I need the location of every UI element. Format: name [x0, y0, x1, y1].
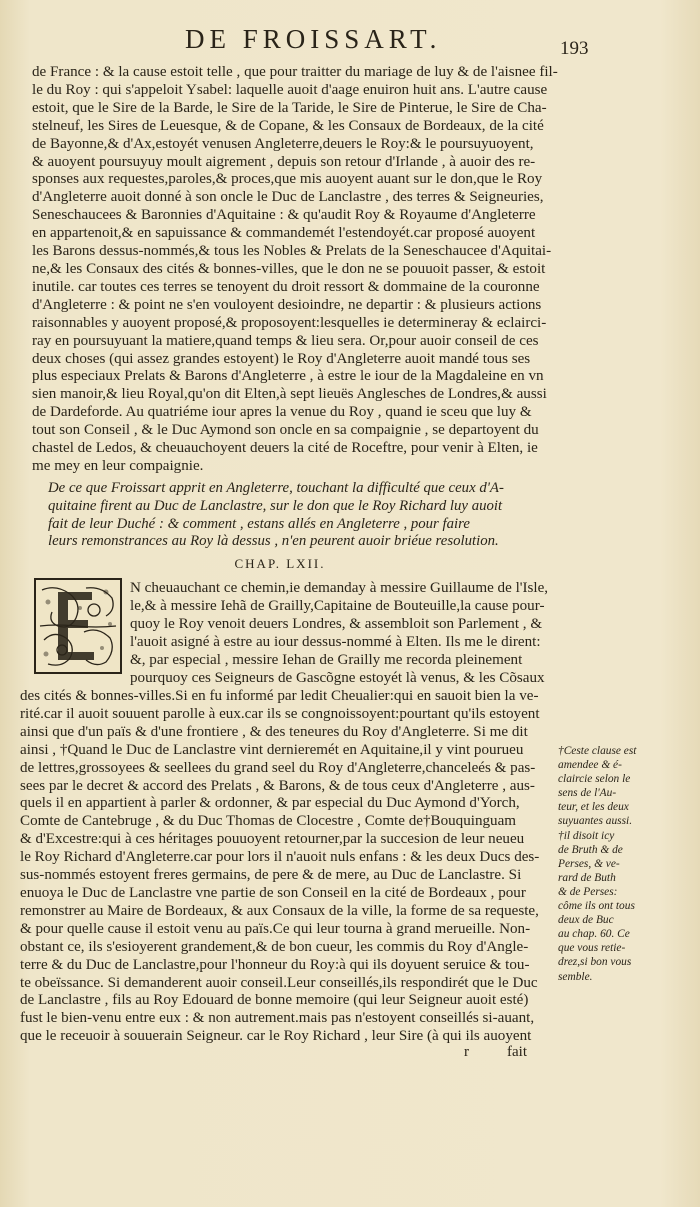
- text-line: raisonnables y auoyent proposé,& proposoyent:lesquelles ie determineray & eclairci-: [32, 314, 547, 331]
- text-line: que le receuoir à souuerain Seigneur. car le Roy Richard , leur Sire (à qui ils auoyent: [20, 1028, 532, 1045]
- margin-note-line: rard de Buth: [558, 871, 616, 884]
- margin-note-line: teur, et les deux: [558, 801, 629, 814]
- text-line: sees par le decret & accord des Prelats , & Barons, & de tous ceux d'Angleterre , aus-: [20, 777, 535, 794]
- catchword: fait: [507, 1044, 527, 1060]
- margin-note-line: claircie selon le: [558, 773, 631, 786]
- marginal-note: [558, 744, 670, 984]
- chapter-opening-text: [130, 580, 554, 687]
- text-line: remonstrer au Maire de Bordeaux, & aux Consaux de la ville, la forme de sa requeste,: [20, 902, 539, 919]
- text-line: quels il en appartient à parler & ordonner, & par especial du Duc Aymond d'Yorch,: [20, 795, 520, 812]
- margin-note-line: Perses, & ve-: [558, 857, 620, 870]
- text-line: des cités & bonnes-villes.Si en fu informé par ledit Cheualier:qui en sauoit bien la ve-: [20, 688, 539, 704]
- text-line: fust le bien-venu entre eux : & non autrement.mais pas n'estoyent conseillés si-auant,: [20, 1010, 535, 1027]
- margin-note-line: †Ceste clause est: [558, 745, 637, 757]
- margin-note-line: côme ils ont tous: [558, 900, 635, 913]
- text-line: obstant ce, ils s'esioyerent grandement,& de bon cueur, les commis du Roy d'Angle-: [20, 938, 529, 955]
- margin-note-line: amendee & é-: [558, 759, 622, 772]
- text-line: quoy le Roy venoit deuers Londres, & assembloit son Parlement , &: [130, 615, 543, 632]
- chapter-summary: [48, 480, 554, 551]
- text-line: chastel de Ledos, & cheuauchoyent deuers la cité de Roceftre, pour venir à Elten, ie: [32, 440, 538, 457]
- text-line: ainsi que d'un païs & d'une frontiere , & des teneures du Roy d'Angleterre. Si me dit: [20, 723, 528, 740]
- text-line: me mey en leur compaignie.: [32, 457, 204, 474]
- text-line: de Bayonne,& d'Ax,estoyét venusen Angleterre,deuers le Roy:& le poursuyuoyent,: [32, 135, 534, 152]
- text-line: en appartenoit,& en sapuissance & commandemét l'estendoyét.car proposé auoyent: [32, 225, 536, 242]
- summary-line: quitaine firent au Duc de Lanclastre, sur le don que le Roy Richard luy auoit: [48, 497, 503, 514]
- summary-line: De ce que Froissart apprit en Angleterre, touchant la difficulté que ceux d'A-: [48, 480, 504, 496]
- ornamental-initial-icon: [36, 580, 120, 672]
- text-line: le du Roy : qui s'appeloit Ysabel: laquelle auoit d'aage enuiron huit ans. L'autre cause: [32, 81, 548, 98]
- summary-line: leurs remonstrances au Roy là dessus , n'en peurent auoir briéue resolution.: [48, 533, 499, 550]
- text-line: & d'Excestre:qui à ces héritages pouuoyent retourner,par la succesion de leur neueu: [20, 831, 525, 848]
- text-line: d'Angleterre : & point ne s'en vouloyent desioindre, ne departir : & plusieurs actions: [32, 296, 542, 313]
- text-line: &, par especial , messire Iehan de Grailly me recorda pleinement: [130, 651, 523, 668]
- text-line: deux choses (qui assez grandes estoyent) le Roy d'Angleterre auoit mandé tous ses: [32, 350, 531, 367]
- text-line: N cheuauchant ce chemin,ie demanday à messire Guillaume de l'Isle,: [130, 580, 549, 596]
- chapter-heading: CHAP. LXII.: [234, 556, 326, 571]
- text-line: le,& à messire Iehã de Grailly,Capitaine de Bouteuille,la cause pour-: [130, 597, 545, 614]
- text-line: de France : & la cause estoit telle , que pour traitter du mariage de luy & de l'aisnee fil-: [32, 64, 558, 80]
- text-line: pourquoy ces Seigneurs de Gascõgne estoyét là venus, & les Cõsaux: [130, 669, 545, 686]
- text-line: le Roy Richard d'Angleterre.car pour lors il n'auoit nuls enfans : & les deux Ducs des-: [20, 849, 540, 866]
- text-line: sponses aux requestes,paroles,& proces,que mis auoyent auant sur le don,que le Roy: [32, 171, 543, 188]
- summary-line: fait de leur Duché : & comment , estans allés en Angleterre , pour faire: [48, 515, 470, 532]
- text-line: l'auoit asigné à estre au iour dessus-nommé à Elten. Ils me le dirent:: [130, 633, 541, 650]
- text-line: tout son Conseil , & le Duc Aymond son oncle en sa compaignie , se departoyent du: [32, 422, 539, 439]
- body-text-block: [32, 64, 560, 476]
- margin-note-line: de Bruth & de: [558, 843, 623, 856]
- text-line: plus especiaux Prelats & Barons d'Angleterre , à estre le iour de la Magdaleine en vn: [32, 368, 544, 385]
- margin-note-line: drez,si bon vous: [558, 956, 632, 969]
- margin-note-line: sens de l'Au-: [558, 787, 617, 800]
- page-number: 193: [560, 38, 589, 59]
- running-title: DE FROISSART.: [185, 24, 442, 54]
- text-line: ainsi , †Quand le Duc de Lanclastre vint dernieremét en Aquitaine,il y vint pourueu: [20, 741, 524, 758]
- text-line: rité.car il auoit souuent parolle à eux.car ils se congnoissoyent:pourtant qu'ils estoyent: [20, 705, 540, 722]
- text-line: ne,& les Consaux des cités & bonnes-villes, que le don ne se pouuoit passer, & estoit: [32, 260, 546, 277]
- text-line: inutile. car toutes ces terres se tenoyent du droit ressort & dommaine de la couronne: [32, 278, 540, 295]
- text-line: de Lanclastre , fils au Roy Edouard de bonne memoire (qui leur Seigneur auoit esté): [20, 992, 529, 1009]
- text-line: & pour quelle cause il estoit venu au païs.Ce qui leur tourna à grand merueille. Non-: [20, 920, 531, 937]
- text-line: Comte de Cantebruge , & du Duc Thomas de Clocestre , Comte de†Bouquinguam: [20, 813, 517, 830]
- text-line: enuoya le Duc de Lanclastre vne partie de son Conseil en la cité de Bordeaux , pour: [20, 884, 526, 901]
- margin-note-line: & de Perses:: [558, 885, 618, 898]
- margin-note-line: †il disoit icy: [558, 829, 615, 842]
- text-line: sus-nommés estoyent freres germains, de pere & de mere, au Duc de Lanclastre. Si: [20, 867, 522, 884]
- text-line: te obeïssance. Si demanderent auoir conseil.Leur conseillés,ils respondirét que le Duc: [20, 974, 538, 991]
- margin-note-line: semble.: [558, 970, 593, 983]
- text-line: ray en poursuyuant la matiere,quand temps & lieu sera. Or,pour auoir conseil de ces: [32, 332, 539, 349]
- text-line: les Barons dessus-nommés,& tous les Nobles & Prelats de la Seneschaucee d'Aquitai-: [32, 243, 552, 260]
- text-line: terre & du Duc de Lanclastre,pour l'honneur du Roy:à qui ils doyuent seruice & tou-: [20, 956, 530, 973]
- text-line: & auoyent poursuyuy moult aigrement , depuis son retour d'Irlande , à auoir des re-: [32, 153, 536, 170]
- text-line: estoit, que le Sire de la Barde, le Sire de la Taride, le Sire de Pinterue, le Sire de Cha-: [32, 99, 547, 116]
- text-line: stelneuf, les Sires de Leuesque, & de Copane, & les Consaux de Bordeaux, de la cité: [32, 117, 544, 134]
- margin-note-line: deux de Buc: [558, 914, 614, 927]
- page-header: [0, 24, 700, 59]
- text-line: de Dardeforde. Au quatriéme iour apres la venue du Roy , quand ie sceu que luy &: [32, 404, 532, 421]
- margin-note-line: au chap. 60. Ce: [558, 928, 630, 941]
- margin-note-line: suyuantes aussi.: [558, 815, 633, 828]
- ornamental-initial-e: [34, 578, 122, 674]
- text-line: sien manoir,& lieu Royal,qu'on dit Elten,à sept lieuës Anglesches de Londres,& aussi: [32, 386, 547, 403]
- text-line: d'Angleterre auoit donné à son oncle le Duc de Lanclastre , des terres & Seigneuries,: [32, 189, 544, 206]
- text-line: Seneschaucees & Baronnies d'Aquitaine : & qu'audit Roy & Royaume d'Angleterre: [32, 207, 536, 224]
- chapter-body-text: [20, 688, 554, 1046]
- margin-note-line: que vous retie-: [558, 942, 626, 955]
- signature-mark: r: [464, 1044, 469, 1060]
- text-line: de lettres,grossoyees & seellees du grand seel du Roy d'Angleterre,chanceleés & pas-: [20, 759, 536, 776]
